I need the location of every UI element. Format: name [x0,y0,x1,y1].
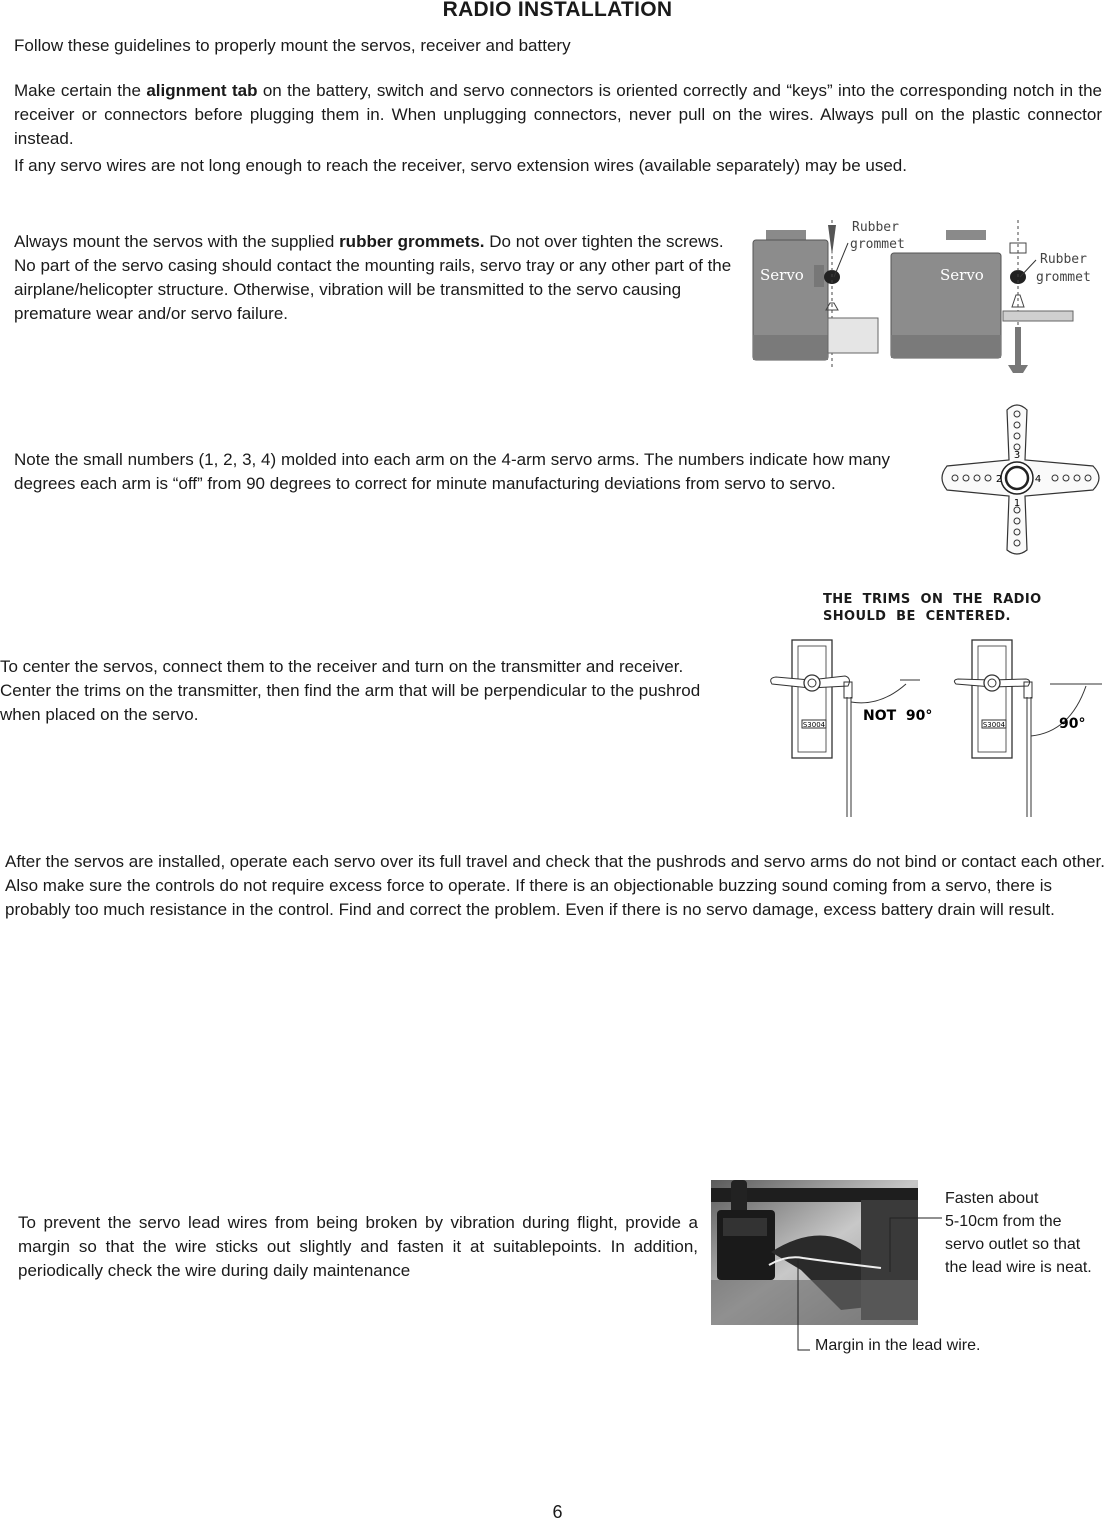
travel-paragraph: After the servos are installed, operate each servo over its full travel and check that the pushrods and servo arms do not bind or contact each other. Also make sure the controls do not require excess force to operate. If there is an objectionable buzzing sound coming from a servo, there is probably too much resistance in the control. Find and correct the problem. Even if there is no servo damage, excess battery drain will result. [5,852,1105,919]
rubber1-leader [834,243,848,277]
servo-b-model: S3004 [982,721,1006,729]
servo2-base [891,335,1001,358]
servo-a [771,640,852,817]
connectors-lead: Make certain the [14,81,147,100]
horn-spline [1006,467,1028,489]
connectors-paragraph [14,79,1102,151]
screw1-icon [828,225,836,255]
grommets-paragraph [14,230,744,326]
servo-a-model: S3004 [802,721,826,729]
lead-wire-paragraph: To prevent the servo lead wires from being broken by vibration during flight, provide a margin so that the wire sticks out slightly and fasten it at suitablepoints. In addition, periodically check the wire during daily maintenance [18,1213,698,1280]
screw2-head [1008,365,1028,373]
servo1-base [753,335,828,360]
connectors-rest: on the battery, switch and servo connectors is oriented correctly and “keys” into the corresponding notch in the receiver or connectors before plugging them in. When unplugging connectors, never pull on the wires. Always pull on the plastic connector instead. [14,81,1103,148]
alignment-tab-term: alignment tab [146,81,258,100]
trims-heading-line2: SHOULD BE CENTERED. [823,609,1011,624]
centering-paragraph: To center the servos, connect them to the receiver and turn on the transmitter and receiver. Center the trims on the transmitter, then find the arm that will be perpendicular to the pushrod when placed on the servo. [0,657,701,724]
servo1-horn [766,230,806,240]
rubber1-label: Rubber [852,220,899,235]
servo-grommet-diagram [748,215,1108,380]
trims-heading [823,591,1042,625]
fasten-leader [890,1218,942,1272]
four-arm-horn-diagram [935,400,1110,558]
rubber2-label: Rubber [1040,252,1087,267]
yes-90-label: 90° [1059,716,1086,732]
servo-b [954,640,1032,817]
fasten-line-2: 5-10cm from the [945,1213,1062,1230]
servo2-label: Servo [940,266,984,284]
grommets-lead: Always mount the servos with the supplied [14,232,340,251]
arm-number-bottom: 1 [1013,498,1021,509]
arms-paragraph: Note the small numbers (1, 2, 3, 4) molded into each arm on the 4-arm servo arms. The numbers indicate how many degrees each arm is “off” from 90 degrees to correct for minute manufacturing deviations from servo to servo. [14,450,890,493]
screw2-shaft [1015,327,1021,365]
intro-text: Follow these guidelines to properly mount the servos, receiver and battery [14,36,571,55]
extension-paragraph: If any servo wires are not long enough to reach the receiver, servo extension wires (available separately) may be used. [14,156,907,175]
arm-number-right: 4 [1034,474,1042,485]
mount-rail2 [1003,311,1073,321]
not-90-label: NOT 90° [863,708,933,724]
grommet1-label: grommet [850,237,905,252]
page-title: RADIO INSTALLATION [442,0,673,21]
page-number: 6 [552,1502,563,1522]
margin-caption: Margin in the lead wire. [815,1337,981,1354]
margin-leader [798,1260,810,1350]
servo1-label: Servo [760,266,804,284]
rubber2-leader [1020,260,1036,277]
servo-a-angle-arc [851,684,906,703]
grommet2-label: grommet [1036,270,1091,285]
arm-number-top: 3 [1013,450,1021,461]
servo-centering-diagram [760,632,1105,817]
grommets-rest: Do not over tighten the screws. No part of the servo casing should contact the mounting rails, servo tray or any other part of the airplane/helicopter structure. Otherwise, vibration will be transmitted to the servo causing premature wear and/or servo failure. [14,232,732,323]
servo1-tab [814,265,824,287]
rubber-grommets-term: rubber grommets. [339,232,485,251]
fasten-line-1: Fasten about [945,1190,1039,1207]
mount-rail1 [828,318,878,353]
servo2-horn [946,230,986,240]
trims-heading-line1: THE TRIMS ON THE RADIO [823,592,1042,607]
fasten-line-3: servo outlet so that [945,1236,1081,1253]
fasten-line-4: the lead wire is neat. [945,1259,1092,1276]
arm-number-left: 2 [995,474,1003,485]
fasten-caption [945,1187,1115,1279]
